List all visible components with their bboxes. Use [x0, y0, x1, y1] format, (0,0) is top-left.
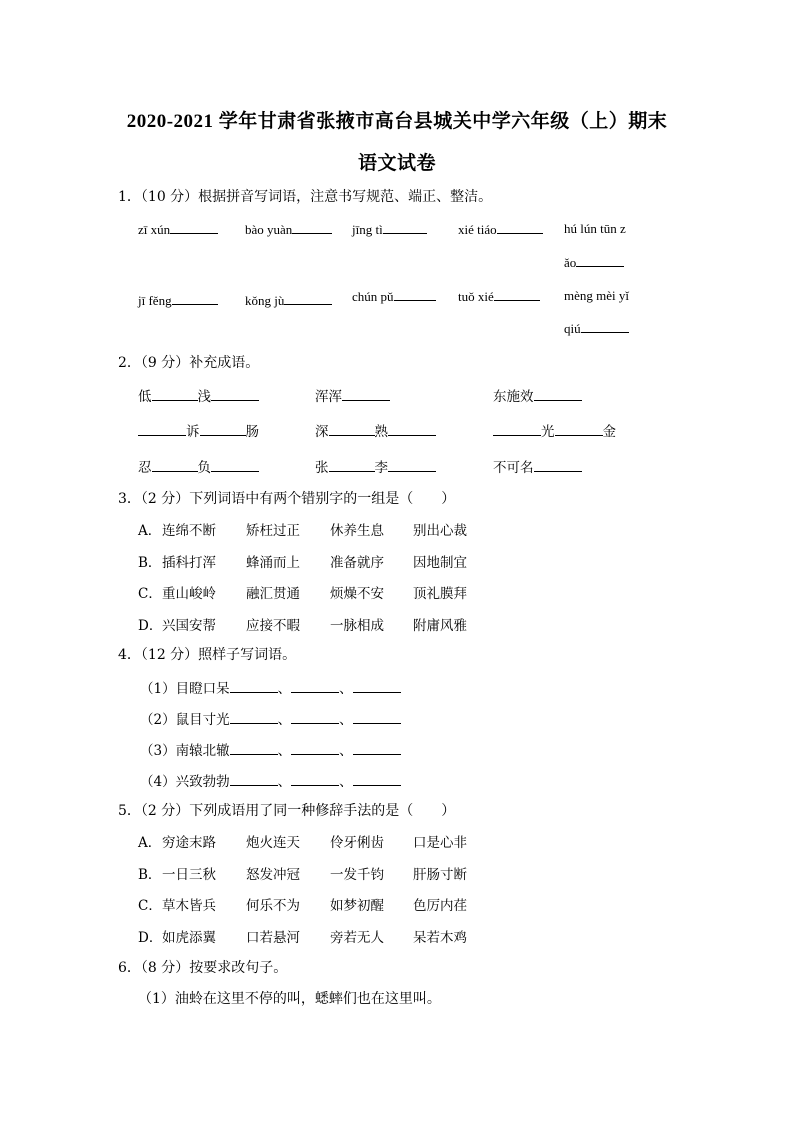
q1-stem: 1．（10 分）根据拼音写词语，注意书写规范、端正、整洁。	[118, 189, 493, 205]
answer-blank[interactable]	[291, 680, 339, 693]
q3-option-word: 连绵不断	[162, 523, 216, 539]
q3-option-word: 因地制宜	[413, 554, 467, 571]
exam-title-line2: 语文试卷	[357, 153, 436, 174]
q5-option-b: B．	[138, 866, 162, 883]
q5-option-word: 伶牙俐齿	[330, 835, 384, 851]
q5-option-word: 一发千钧	[330, 866, 384, 883]
answer-blank[interactable]	[230, 742, 278, 755]
answer-blank[interactable]	[353, 680, 401, 693]
q3-option-word: 应接不暇	[246, 617, 300, 634]
q5-option-word: 呆若木鸡	[413, 929, 467, 946]
q3-option-word: 一脉相成	[330, 617, 384, 634]
q5-option-word: 穷途末路	[162, 835, 216, 851]
answer-blank[interactable]	[353, 742, 401, 755]
q3-option-word: 矫枉过正	[246, 523, 300, 539]
q3-option-word: 顶礼膜拜	[413, 586, 467, 602]
q5-option-word: 草木皆兵	[162, 898, 216, 914]
q3-option-word: 附庸风雅	[413, 617, 467, 634]
q3-option-word: 兴国安帮	[162, 617, 216, 634]
q1-pinyin-3: jīng tì	[352, 221, 427, 238]
q5-stem: 5．（2 分）下列成语用了同一种修辞手法的是（ ）	[118, 803, 456, 819]
q6-stem: 6．（8 分）按要求改句子。	[118, 960, 288, 976]
q3-option-c: C．	[138, 586, 162, 602]
q3-option-word: 休养生息	[330, 523, 384, 539]
answer-blank[interactable]	[291, 773, 339, 786]
q3-option-b: B．	[138, 554, 162, 571]
q1-pinyin-5-wrap: ǎo	[564, 254, 624, 271]
q2-idiom-1: 低 浅	[138, 385, 259, 405]
q5-option-word: 口若悬河	[246, 929, 300, 946]
answer-blank[interactable]	[291, 742, 339, 755]
q5-option-word: 色厉内荏	[413, 898, 467, 914]
q3-option-word: 融汇贯通	[246, 586, 300, 602]
q1-pinyin-5: hú lún tūn z	[564, 221, 626, 236]
q3-option-d: D．	[138, 617, 163, 634]
q3-option-word: 别出心裁	[413, 523, 467, 539]
q2-idiom-6: 光 金	[493, 420, 616, 440]
q1-pinyin-8: chún pǔ	[352, 288, 436, 305]
q2-idiom-9: 不可名	[493, 456, 582, 476]
q2-idiom-2: 浑浑	[315, 385, 390, 405]
q1-pinyin-10: mèng mèi yǐ	[564, 288, 629, 303]
q5-option-word: 肝肠寸断	[413, 866, 467, 883]
q5-option-word: 旁若无人	[330, 929, 384, 946]
q1-pinyin-6: jī fěng	[138, 292, 218, 309]
q5-option-word: 如梦初醒	[330, 898, 384, 914]
q1-pinyin-9: tuǒ xié	[458, 288, 540, 305]
q2-stem: 2．（9 分）补充成语。	[118, 355, 260, 371]
q3-option-word: 重山峻岭	[162, 586, 216, 602]
answer-blank[interactable]	[230, 680, 278, 693]
q5-option-word: 怒发冲冠	[246, 866, 300, 883]
q5-option-word: 如虎添翼	[162, 929, 216, 946]
q5-option-c: C．	[138, 898, 162, 914]
q2-idiom-8: 张 李	[315, 456, 436, 476]
answer-blank[interactable]	[230, 711, 278, 724]
q1-pinyin-1: zī xún	[138, 221, 218, 238]
q5-option-word: 一日三秋	[162, 866, 216, 883]
q4-item-2: （2）鼠目寸光 、 、	[140, 708, 401, 728]
q6-item-1: （1）油蛉在这里不停的叫，蟋蟀们也在这里叫。	[138, 991, 441, 1007]
answer-blank[interactable]	[353, 711, 401, 724]
q5-option-word: 炮火连天	[246, 835, 300, 851]
q4-item-3: （3）南辕北辙 、 、	[140, 739, 401, 759]
q1-pinyin-10-wrap: qiú	[564, 320, 629, 337]
answer-blank[interactable]	[230, 773, 278, 786]
q4-stem: 4．（12 分）照样子写词语。	[118, 647, 297, 663]
q4-item-1: （1）目瞪口呆 、 、	[140, 677, 401, 697]
q3-option-word: 蜂涌而上	[246, 554, 300, 571]
q2-idiom-4: 诉 肠	[138, 420, 259, 440]
q3-option-word: 插科打浑	[162, 554, 216, 571]
q2-idiom-5: 深 熟	[315, 420, 436, 440]
q1-pinyin-2: bào yuàn	[245, 221, 332, 238]
q3-option-word: 准备就序	[330, 554, 384, 571]
q3-stem: 3．（2 分）下列词语中有两个错别字的一组是（ ）	[118, 491, 456, 507]
q1-pinyin-7: kǒng jù	[245, 292, 332, 309]
q2-idiom-3: 东施效	[493, 385, 582, 405]
q3-option-a: A．	[138, 523, 162, 539]
q1-pinyin-4: xié tiáo	[458, 221, 543, 238]
q2-idiom-7: 忍 负	[138, 456, 259, 476]
q5-option-a: A．	[138, 835, 162, 851]
q5-option-word: 何乐不为	[246, 898, 300, 914]
q5-option-word: 口是心非	[413, 835, 467, 851]
q5-option-d: D．	[138, 929, 163, 946]
answer-blank[interactable]	[353, 773, 401, 786]
answer-blank[interactable]	[291, 711, 339, 724]
q3-option-word: 烦燥不安	[330, 586, 384, 602]
q4-item-4: （4）兴致勃勃 、 、	[140, 770, 401, 790]
exam-title-line1: 2020-2021 学年甘肃省张掖市高台县城关中学六年级（上）期末	[126, 111, 668, 132]
